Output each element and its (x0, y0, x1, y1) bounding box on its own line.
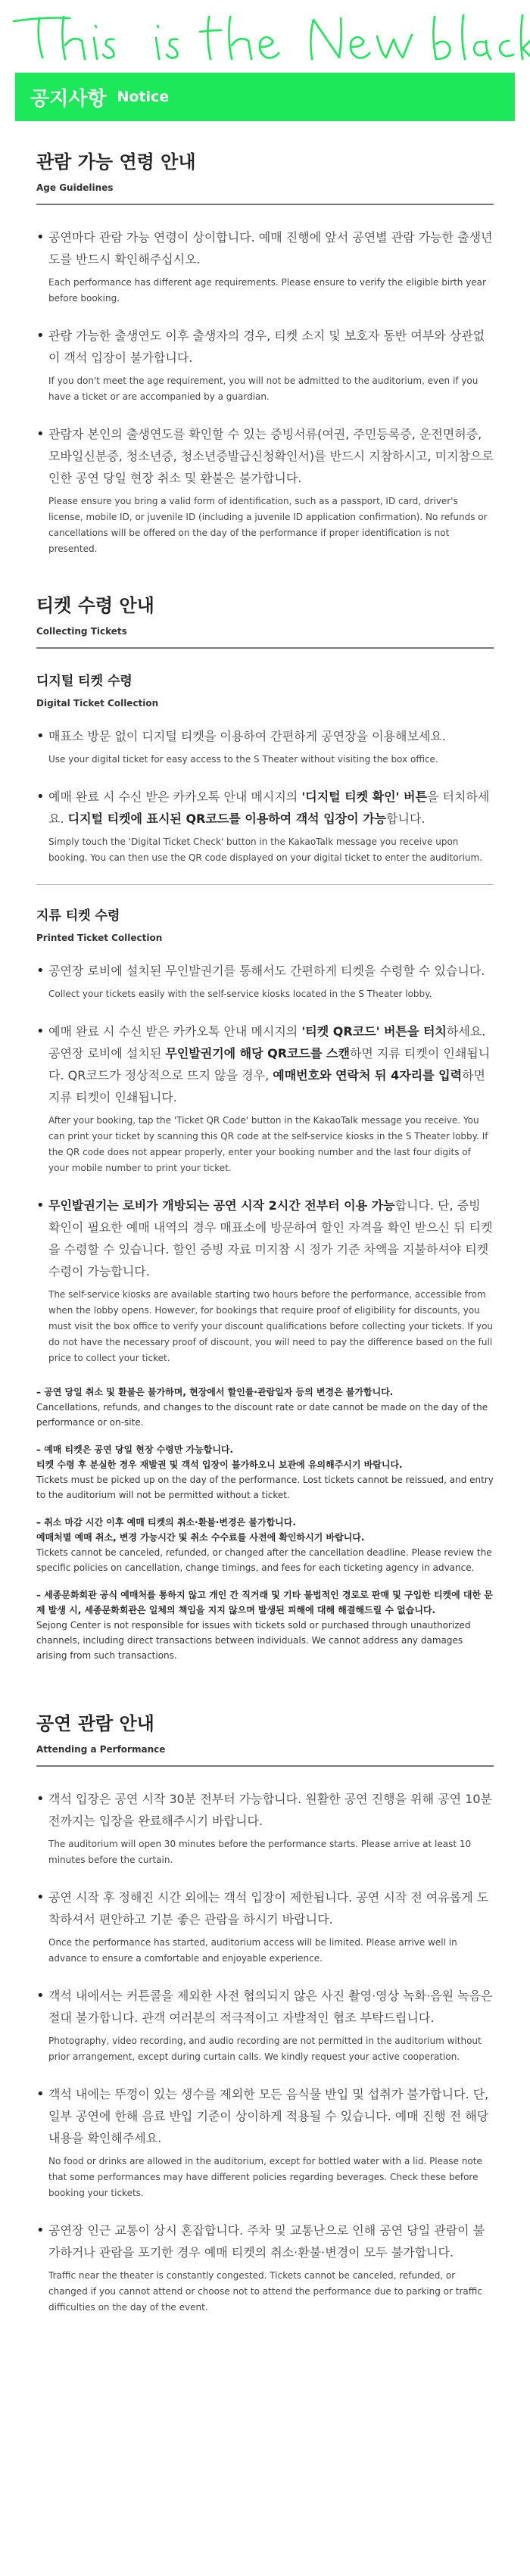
item-text-ko (48, 1020, 494, 1108)
note-text-en: Cancellations, refunds, and changes to the discount rate or date cannot be made on the day of the performance or on-site. (36, 1402, 488, 1428)
note-text-ko: – 공연 당일 취소 및 환불은 불가하며, 현장에서 할인률·관람일자 등의 변경은 불가합니다. (36, 1385, 494, 1400)
item-text-en: Traffic near the theater is constantly congested. Tickets cannot be canceled, refunded, or changed if you cannot attend or choose not to attend the performance due to parking or traffic difficulties on the day of the event. (48, 2270, 482, 2313)
printed-ticket-subtitle: Printed Ticket Collection (36, 933, 163, 943)
note-text-en: Sejong Center is not responsible for issues with tickets sold or purchased through unauthorized channels, including direct transactions between individuals. We cannot address any damages arising from such transactions. (36, 1620, 471, 1661)
item-text-en: Simply touch the 'Digital Ticket Check' button in the KakaoTalk message you receive upon booking. You can then use the QR code displayed on your digital ticket to enter the auditorium. (48, 836, 483, 863)
emphasis-text: '티켓 QR코드' 버튼을 터치 (301, 1024, 447, 1039)
age-section-subtitle: Age Guidelines (36, 182, 114, 193)
item-text-en: After your booking, tap the 'Ticket QR Code' button in the KakaoTalk message you receive. You can print your ticket by scanning this QR code at the self-service kiosks in the S Theater lobby. If the QR code does not appear properly, enter your booking number and the last four digits of your mobile number to print your ticket. (48, 1115, 488, 1173)
list-item (36, 786, 494, 866)
list-item (36, 1195, 494, 1366)
section-divider (36, 1765, 494, 1767)
text-span: 합니다. (386, 811, 426, 826)
attending-section-title: 공연 관람 안내 (36, 1713, 154, 1734)
list-item (36, 1985, 494, 2065)
text-span: 하세요. 공연장 로비에 설치된 (48, 1024, 486, 1061)
notice-title-en: Notice (117, 89, 170, 105)
item-text-ko: • 객석 입장은 공연 시작 30분 전부터 가능합니다. 원활한 공연 진행을 위해 공연 10분 전까지는 입장을 완료해주시기 바랍니다. (48, 1792, 492, 1828)
text-span: 합니다. 단, 증빙 확인이 필요한 예매 내역의 경우 매표소에 방문하여 할인 자격을 확인 받으신 뒤 티켓을 수령할 수 있습니다. 할인 증빙 자료 미지참 시 정가 기준 차액을 지불하셔야 티켓 수령이 가능합니다. (48, 1198, 493, 1279)
item-text-en: The self-service kiosks are available starting two hours before the performance, accessible from when the lobby opens. However, for bookings that require proof of eligibility for discounts, you must visit the box office to verify your discount qualifications before collecting your tickets. If you do not have the necessary proof of discount, you will need to pay the difference based on the full price to collect your ticket. (48, 1289, 494, 1363)
item-text-en: Please ensure you bring a valid form of identification, such as a passport, ID card, driver's license, mobile ID, or juvenile ID (including a juvenile ID application confirmation). No refunds or cancellations will be offered on the day of the performance if proper identification is not presented. (48, 496, 488, 554)
item-text-ko (48, 786, 494, 830)
attending-list (36, 1788, 494, 2316)
emphasis-text: 무인발권기에 해당 QR코드를 스캔 (165, 1046, 350, 1061)
text-span: 하면 지류 티켓이 인쇄됩니다. QR코드가 정상적으로 뜨지 않을 경우, (48, 1046, 491, 1082)
text-span: 예매 완료 시 수신 받은 카카오톡 안내 메시지의 (48, 1024, 302, 1039)
item-text-ko: • 공연마다 관람 가능 연령이 상이합니다. 예매 진행에 앞서 공연별 관람 가능한 출생년도를 반드시 확인해주십시오. (48, 230, 493, 266)
item-text-en: No food or drinks are allowed in the auditorium, except for bottled water with a lid. Please note that some performances may have different policies regarding beverages. Check these before booking your tickets. (48, 2156, 482, 2198)
note-text-ko-2: 티켓 수령 후 분실한 경우 재발권 및 객석 입장이 불가하오니 보관에 유의해주시기 바랍니다. (36, 1459, 403, 1470)
notice-title-ko: 공지사항 (30, 87, 107, 111)
emphasis-text: 디지털 티켓에 표시된 QR코드를 이용하여 객석 입장이 가능 (67, 811, 387, 826)
attending-section-subtitle: Attending a Performance (36, 1744, 166, 1755)
item-text-en: The auditorium will open 30 minutes before the performance starts. Please arrive at least 10 minutes before the curtain. (48, 1839, 472, 1865)
section-divider (36, 647, 494, 649)
list-item (36, 325, 494, 405)
item-text-en: Use your digital ticket for easy access to the S Theater without visiting the box office. (48, 754, 438, 765)
note-item (36, 1385, 494, 1430)
note-text-ko: – 세종문화회관 공식 예매처를 통하지 않고 개인 간 직거래 및 기타 불법적인 경로로 판매 및 구입한 티켓에 대한 문제 발생 시, 세종문화회관은 일체의 책임을 지지 않으며 발생된 피해에 대해 해결해드릴 수 없습니다. (36, 1587, 494, 1618)
notice-content (0, 147, 530, 2316)
ticket-notes (36, 1385, 494, 1663)
item-text-en: Each performance has different age requirements. Please ensure to verify the eligible birth year before booking. (48, 277, 486, 304)
handwritten-title-logo (0, 0, 530, 73)
item-text-ko: • 관람 가능한 출생연도 이후 출생자의 경우, 티켓 소지 및 보호자 동반 여부와 상관없이 객석 입장이 불가합니다. (48, 329, 485, 365)
section-divider (36, 204, 494, 205)
note-text-ko: – 취소 마감 시간 이후 예매 티켓의 취소·환불·변경은 불가합니다. (36, 1515, 494, 1530)
note-text-ko-2: 예매처별 예매 취소, 변경 가능시간 및 취소 수수료를 사전에 확인하시기 바랍니다. (36, 1532, 365, 1543)
digital-ticket-button-label: '디지털 티켓 확인' 버튼 (301, 790, 427, 804)
digital-ticket-list (36, 725, 494, 866)
digital-ticket-title: 디지털 티켓 수령 (36, 674, 132, 689)
item-text-ko: • 공연 시작 후 정해진 시간 외에는 객석 입장이 제한됩니다. 공연 시작 전 여유롭게 도착하셔서 편안하고 기분 좋은 관람을 하시기 바랍니다. (48, 1890, 489, 1927)
note-text-en: Tickets cannot be canceled, refunded, or changed after the cancellation deadline. Please review the specific policies on cancellation, change timings, and fees for each ticketing agency in advance. (36, 1547, 492, 1573)
list-item (36, 423, 494, 557)
tickets-section-subtitle: Collecting Tickets (36, 626, 127, 637)
notice-header (15, 73, 515, 121)
text-span: 예매 완료 시 수신 받은 카카오톡 안내 메시지의 (48, 790, 302, 804)
item-text-en: Once the performance has started, auditorium access will be limited. Please arrive well in advance to ensure a comfortable and enjoyable experience. (48, 1937, 457, 1964)
tickets-section-title: 티켓 수령 안내 (36, 595, 154, 616)
list-item (36, 960, 494, 1002)
note-item (36, 1515, 494, 1575)
item-text-ko (48, 1195, 494, 1282)
text-span: 하면 지류 티켓이 인쇄됩니다. (48, 1068, 485, 1104)
item-text-ko: • 객석 내에는 뚜껑이 있는 생수를 제외한 모든 음식물 반입 및 섭취가 불가합니다. 단, 일부 공연에 한해 음료 반입 기준이 상이하게 적용될 수 있습니다. 예매 진행 전 해당 내용을 확인해주세요. (48, 2087, 489, 2145)
list-item (36, 725, 494, 768)
item-text-ko: • 객석 내에서는 커튼콜을 제외한 사전 협의되지 않은 사진 촬영·영상 녹화·음원 녹음은 절대 불가합니다. 관객 여러분의 적극적이고 자발적인 협조 부탁드립니다. (48, 1989, 493, 2025)
item-text-ko: • 공연장 로비에 설치된 무인발권기를 통해서도 간편하게 티켓을 수령할 수 있습니다. (48, 964, 485, 978)
list-item (36, 1020, 494, 1176)
note-text-ko: – 예매 티켓은 공연 당일 현장 수령만 가능합니다. (36, 1442, 494, 1457)
list-item (36, 1788, 494, 1868)
item-text-en: If you don't meet the age requirement, you will not be admitted to the auditorium, even if you have a ticket or are accompanied by a guardian. (48, 375, 479, 402)
list-item (36, 2083, 494, 2201)
list-item (36, 2219, 494, 2316)
list-item (36, 226, 494, 307)
digital-ticket-subtitle: Digital Ticket Collection (36, 698, 159, 709)
printed-ticket-list (36, 960, 494, 1366)
brand-banner (0, 0, 530, 73)
note-item (36, 1442, 494, 1503)
item-text-en: Photography, video recording, and audio recording are not permitted in the auditorium without prior arrangement, except during curtain calls. We kindly request your active cooperation. (48, 2036, 482, 2062)
item-text-en: Collect your tickets easily with the self-service kiosks located in the S Theater lobby. (48, 989, 432, 999)
text-span: 을 터치하세요. (48, 790, 490, 826)
emphasis-text: 예매번호와 연락처 뒤 4자리를 입력 (273, 1068, 463, 1082)
item-text-ko: • 매표소 방문 없이 디지털 티켓을 이용하여 간편하게 공연장을 이용해보세요. (48, 729, 446, 743)
age-list (36, 226, 494, 557)
note-text-en: Tickets must be picked up on the day of the performance. Lost tickets cannot be reissued, and entry to the auditorium will not be permitted without a ticket. (36, 1475, 494, 1500)
note-item (36, 1587, 494, 1663)
emphasis-text: 무인발권기는 로비가 개방되는 공연 시작 2시간 전부터 이용 가능 (48, 1198, 395, 1213)
subsection-divider (36, 884, 494, 885)
item-text-ko: • 공연장 인근 교통이 상시 혼잡합니다. 주차 및 교통난으로 인해 공연 당일 관람이 불가하거나 관람을 포기한 경우 예매 티켓의 취소·환불·변경이 모두 불가합니다. (48, 2223, 485, 2260)
age-section-title: 관람 가능 연령 안내 (36, 151, 196, 173)
printed-ticket-title: 지류 티켓 수령 (36, 908, 120, 924)
item-text-ko: • 관람자 본인의 출생연도를 확인할 수 있는 증빙서류(여권, 주민등록증, 운전면허증, 모바일신분증, 청소년증, 청소년증발급신청확인서)를 반드시 지참하시고, 미지참으로 인한 공연 당일 현장 취소 및 환불은 불가합니다. (48, 427, 494, 485)
list-item (36, 1886, 494, 1967)
